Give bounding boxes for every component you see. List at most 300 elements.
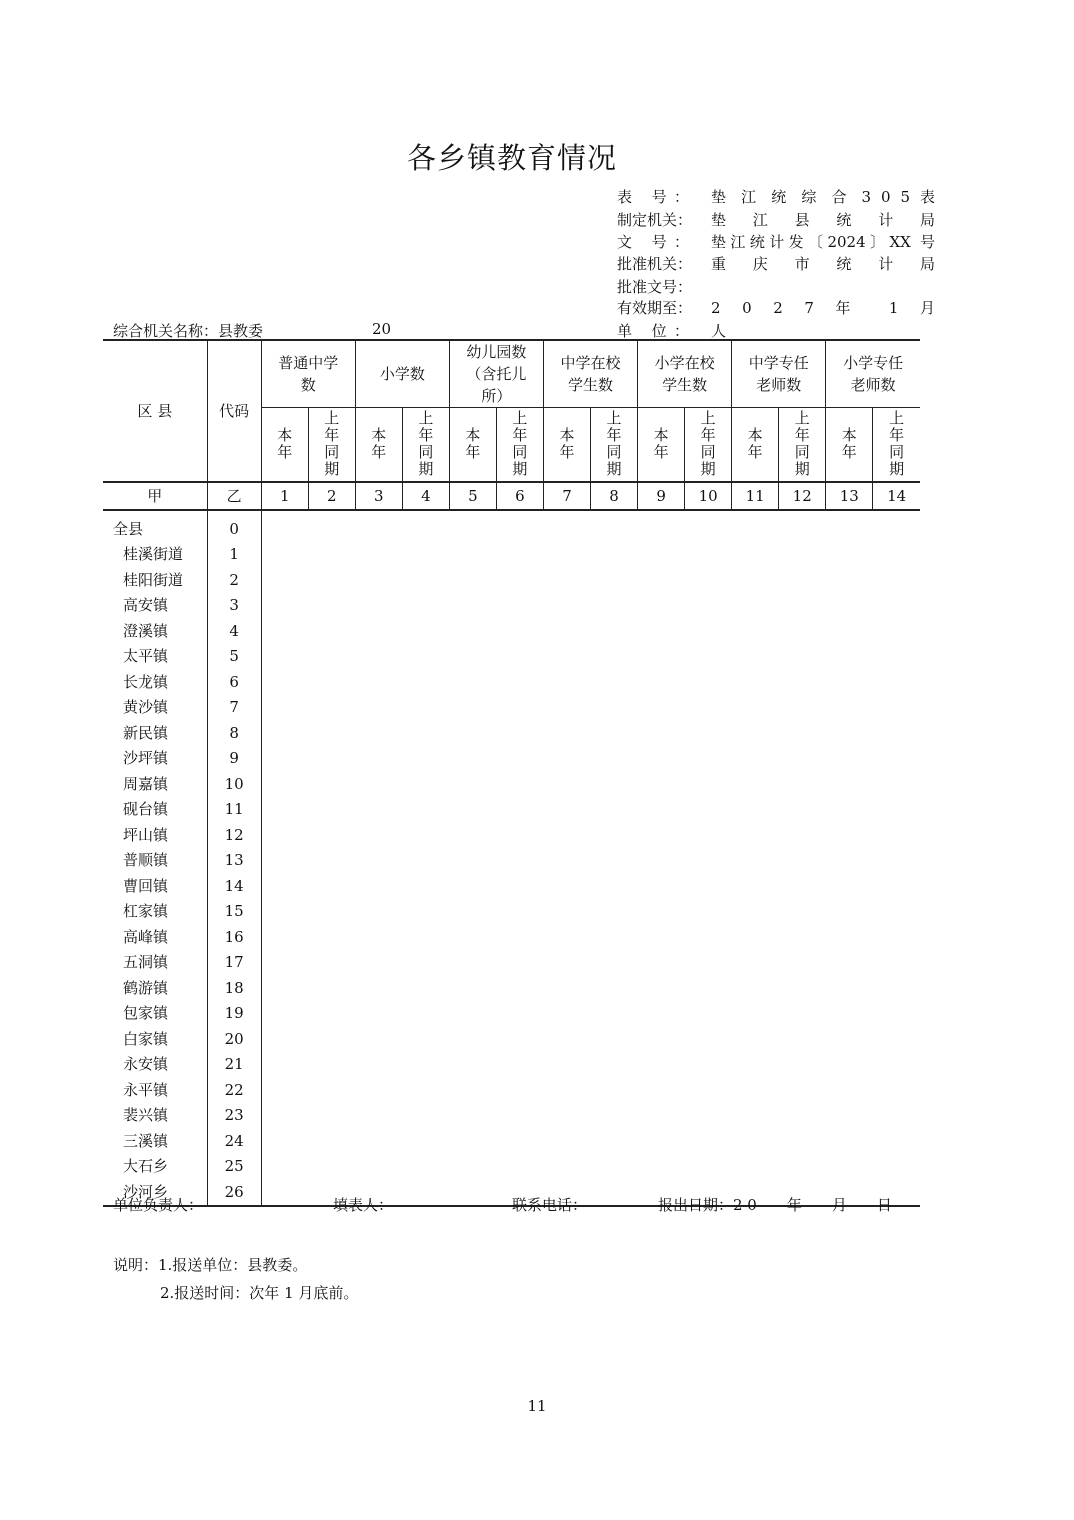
empty-cell[interactable]: [779, 1052, 826, 1078]
empty-cell[interactable]: [685, 568, 732, 594]
empty-cell[interactable]: [449, 1052, 496, 1078]
empty-cell[interactable]: [826, 899, 873, 925]
empty-cell[interactable]: [732, 848, 779, 874]
empty-cell[interactable]: [826, 1078, 873, 1104]
empty-cell[interactable]: [732, 568, 779, 594]
empty-cell[interactable]: [496, 823, 543, 849]
empty-cell[interactable]: [402, 619, 449, 645]
empty-cell[interactable]: [638, 644, 685, 670]
empty-cell[interactable]: [591, 1001, 638, 1027]
empty-cell[interactable]: [826, 644, 873, 670]
empty-cell[interactable]: [685, 1078, 732, 1104]
empty-cell[interactable]: [873, 1129, 920, 1155]
empty-cell[interactable]: [779, 797, 826, 823]
empty-cell[interactable]: [826, 925, 873, 951]
empty-cell[interactable]: [261, 1103, 308, 1129]
empty-cell[interactable]: [355, 542, 402, 568]
empty-cell[interactable]: [591, 695, 638, 721]
empty-cell[interactable]: [826, 1129, 873, 1155]
empty-cell[interactable]: [873, 619, 920, 645]
empty-cell[interactable]: [779, 619, 826, 645]
empty-cell[interactable]: [779, 874, 826, 900]
empty-cell[interactable]: [496, 976, 543, 1002]
empty-cell[interactable]: [638, 797, 685, 823]
empty-cell[interactable]: [779, 542, 826, 568]
empty-cell[interactable]: [591, 1129, 638, 1155]
empty-cell[interactable]: [591, 1078, 638, 1104]
empty-cell[interactable]: [308, 568, 355, 594]
empty-cell[interactable]: [638, 899, 685, 925]
empty-cell[interactable]: [779, 823, 826, 849]
empty-cell[interactable]: [732, 510, 779, 543]
empty-cell[interactable]: [543, 1027, 590, 1053]
empty-cell[interactable]: [779, 925, 826, 951]
empty-cell[interactable]: [873, 1052, 920, 1078]
empty-cell[interactable]: [826, 1103, 873, 1129]
empty-cell[interactable]: [308, 1052, 355, 1078]
empty-cell[interactable]: [355, 568, 402, 594]
empty-cell[interactable]: [308, 695, 355, 721]
empty-cell[interactable]: [449, 510, 496, 543]
empty-cell[interactable]: [308, 1078, 355, 1104]
empty-cell[interactable]: [308, 848, 355, 874]
empty-cell[interactable]: [355, 644, 402, 670]
empty-cell[interactable]: [591, 542, 638, 568]
empty-cell[interactable]: [638, 746, 685, 772]
empty-cell[interactable]: [779, 1154, 826, 1180]
empty-cell[interactable]: [402, 874, 449, 900]
empty-cell[interactable]: [779, 848, 826, 874]
empty-cell[interactable]: [402, 670, 449, 696]
empty-cell[interactable]: [402, 1027, 449, 1053]
empty-cell[interactable]: [826, 874, 873, 900]
empty-cell[interactable]: [543, 925, 590, 951]
empty-cell[interactable]: [873, 1027, 920, 1053]
empty-cell[interactable]: [496, 1129, 543, 1155]
empty-cell[interactable]: [355, 1154, 402, 1180]
empty-cell[interactable]: [591, 1103, 638, 1129]
empty-cell[interactable]: [685, 899, 732, 925]
empty-cell[interactable]: [732, 542, 779, 568]
empty-cell[interactable]: [261, 1129, 308, 1155]
empty-cell[interactable]: [685, 510, 732, 543]
empty-cell[interactable]: [261, 1052, 308, 1078]
empty-cell[interactable]: [779, 670, 826, 696]
empty-cell[interactable]: [826, 772, 873, 798]
empty-cell[interactable]: [402, 510, 449, 543]
empty-cell[interactable]: [496, 510, 543, 543]
empty-cell[interactable]: [543, 848, 590, 874]
empty-cell[interactable]: [496, 925, 543, 951]
empty-cell[interactable]: [261, 1154, 308, 1180]
empty-cell[interactable]: [355, 510, 402, 543]
empty-cell[interactable]: [261, 925, 308, 951]
empty-cell[interactable]: [685, 874, 732, 900]
empty-cell[interactable]: [826, 823, 873, 849]
empty-cell[interactable]: [638, 950, 685, 976]
empty-cell[interactable]: [496, 848, 543, 874]
empty-cell[interactable]: [543, 772, 590, 798]
empty-cell[interactable]: [638, 510, 685, 543]
empty-cell[interactable]: [543, 568, 590, 594]
empty-cell[interactable]: [261, 899, 308, 925]
empty-cell[interactable]: [355, 619, 402, 645]
empty-cell[interactable]: [543, 542, 590, 568]
empty-cell[interactable]: [779, 510, 826, 543]
empty-cell[interactable]: [355, 721, 402, 747]
empty-cell[interactable]: [873, 925, 920, 951]
empty-cell[interactable]: [873, 772, 920, 798]
empty-cell[interactable]: [308, 721, 355, 747]
empty-cell[interactable]: [261, 670, 308, 696]
empty-cell[interactable]: [826, 746, 873, 772]
empty-cell[interactable]: [496, 619, 543, 645]
empty-cell[interactable]: [873, 797, 920, 823]
empty-cell[interactable]: [638, 721, 685, 747]
empty-cell[interactable]: [638, 976, 685, 1002]
empty-cell[interactable]: [496, 797, 543, 823]
empty-cell[interactable]: [543, 619, 590, 645]
empty-cell[interactable]: [732, 1001, 779, 1027]
empty-cell[interactable]: [873, 1154, 920, 1180]
empty-cell[interactable]: [308, 619, 355, 645]
empty-cell[interactable]: [402, 950, 449, 976]
empty-cell[interactable]: [685, 1052, 732, 1078]
empty-cell[interactable]: [685, 542, 732, 568]
empty-cell[interactable]: [402, 644, 449, 670]
empty-cell[interactable]: [873, 848, 920, 874]
empty-cell[interactable]: [543, 1154, 590, 1180]
empty-cell[interactable]: [591, 874, 638, 900]
empty-cell[interactable]: [638, 848, 685, 874]
empty-cell[interactable]: [685, 950, 732, 976]
empty-cell[interactable]: [638, 1154, 685, 1180]
empty-cell[interactable]: [826, 721, 873, 747]
empty-cell[interactable]: [261, 848, 308, 874]
empty-cell[interactable]: [732, 1027, 779, 1053]
empty-cell[interactable]: [402, 721, 449, 747]
empty-cell[interactable]: [732, 721, 779, 747]
empty-cell[interactable]: [308, 950, 355, 976]
empty-cell[interactable]: [355, 1078, 402, 1104]
empty-cell[interactable]: [732, 1078, 779, 1104]
empty-cell[interactable]: [779, 1103, 826, 1129]
empty-cell[interactable]: [355, 1129, 402, 1155]
empty-cell[interactable]: [261, 510, 308, 543]
empty-cell[interactable]: [402, 976, 449, 1002]
empty-cell[interactable]: [308, 899, 355, 925]
empty-cell[interactable]: [873, 670, 920, 696]
empty-cell[interactable]: [308, 1103, 355, 1129]
empty-cell[interactable]: [591, 619, 638, 645]
empty-cell[interactable]: [355, 874, 402, 900]
empty-cell[interactable]: [638, 1052, 685, 1078]
empty-cell[interactable]: [685, 1103, 732, 1129]
empty-cell[interactable]: [826, 1154, 873, 1180]
empty-cell[interactable]: [449, 1154, 496, 1180]
empty-cell[interactable]: [779, 746, 826, 772]
empty-cell[interactable]: [826, 797, 873, 823]
empty-cell[interactable]: [449, 874, 496, 900]
empty-cell[interactable]: [732, 899, 779, 925]
empty-cell[interactable]: [308, 1154, 355, 1180]
empty-cell[interactable]: [638, 823, 685, 849]
empty-cell[interactable]: [449, 542, 496, 568]
empty-cell[interactable]: [543, 1078, 590, 1104]
empty-cell[interactable]: [449, 746, 496, 772]
empty-cell[interactable]: [779, 899, 826, 925]
empty-cell[interactable]: [638, 568, 685, 594]
empty-cell[interactable]: [449, 950, 496, 976]
empty-cell[interactable]: [402, 823, 449, 849]
empty-cell[interactable]: [402, 593, 449, 619]
empty-cell[interactable]: [496, 1078, 543, 1104]
empty-cell[interactable]: [261, 746, 308, 772]
empty-cell[interactable]: [308, 925, 355, 951]
empty-cell[interactable]: [308, 746, 355, 772]
empty-cell[interactable]: [779, 1129, 826, 1155]
empty-cell[interactable]: [543, 644, 590, 670]
empty-cell[interactable]: [826, 848, 873, 874]
empty-cell[interactable]: [496, 1103, 543, 1129]
empty-cell[interactable]: [685, 1027, 732, 1053]
empty-cell[interactable]: [638, 542, 685, 568]
empty-cell[interactable]: [355, 1103, 402, 1129]
empty-cell[interactable]: [355, 746, 402, 772]
empty-cell[interactable]: [402, 899, 449, 925]
empty-cell[interactable]: [826, 593, 873, 619]
empty-cell[interactable]: [638, 925, 685, 951]
empty-cell[interactable]: [685, 746, 732, 772]
empty-cell[interactable]: [402, 1129, 449, 1155]
empty-cell[interactable]: [685, 797, 732, 823]
empty-cell[interactable]: [496, 568, 543, 594]
empty-cell[interactable]: [826, 542, 873, 568]
empty-cell[interactable]: [685, 644, 732, 670]
empty-cell[interactable]: [355, 695, 402, 721]
empty-cell[interactable]: [449, 695, 496, 721]
empty-cell[interactable]: [355, 670, 402, 696]
empty-cell[interactable]: [826, 695, 873, 721]
empty-cell[interactable]: [638, 619, 685, 645]
empty-cell[interactable]: [496, 1052, 543, 1078]
empty-cell[interactable]: [496, 1001, 543, 1027]
empty-cell[interactable]: [591, 899, 638, 925]
empty-cell[interactable]: [685, 1001, 732, 1027]
empty-cell[interactable]: [685, 1129, 732, 1155]
empty-cell[interactable]: [496, 1154, 543, 1180]
empty-cell[interactable]: [732, 925, 779, 951]
empty-cell[interactable]: [355, 976, 402, 1002]
empty-cell[interactable]: [873, 823, 920, 849]
empty-cell[interactable]: [732, 874, 779, 900]
empty-cell[interactable]: [496, 670, 543, 696]
empty-cell[interactable]: [732, 670, 779, 696]
empty-cell[interactable]: [732, 797, 779, 823]
empty-cell[interactable]: [591, 925, 638, 951]
empty-cell[interactable]: [591, 593, 638, 619]
empty-cell[interactable]: [591, 746, 638, 772]
empty-cell[interactable]: [496, 899, 543, 925]
empty-cell[interactable]: [685, 823, 732, 849]
empty-cell[interactable]: [261, 1001, 308, 1027]
empty-cell[interactable]: [449, 1103, 496, 1129]
empty-cell[interactable]: [591, 644, 638, 670]
empty-cell[interactable]: [638, 1001, 685, 1027]
empty-cell[interactable]: [308, 1027, 355, 1053]
empty-cell[interactable]: [402, 772, 449, 798]
empty-cell[interactable]: [732, 1052, 779, 1078]
empty-cell[interactable]: [308, 1001, 355, 1027]
empty-cell[interactable]: [873, 1001, 920, 1027]
empty-cell[interactable]: [355, 1052, 402, 1078]
empty-cell[interactable]: [261, 721, 308, 747]
empty-cell[interactable]: [402, 1052, 449, 1078]
empty-cell[interactable]: [591, 1027, 638, 1053]
empty-cell[interactable]: [449, 721, 496, 747]
empty-cell[interactable]: [685, 925, 732, 951]
empty-cell[interactable]: [779, 593, 826, 619]
empty-cell[interactable]: [873, 510, 920, 543]
empty-cell[interactable]: [779, 772, 826, 798]
empty-cell[interactable]: [732, 746, 779, 772]
empty-cell[interactable]: [873, 721, 920, 747]
empty-cell[interactable]: [261, 772, 308, 798]
empty-cell[interactable]: [308, 797, 355, 823]
empty-cell[interactable]: [591, 568, 638, 594]
empty-cell[interactable]: [449, 1027, 496, 1053]
empty-cell[interactable]: [685, 848, 732, 874]
empty-cell[interactable]: [826, 950, 873, 976]
empty-cell[interactable]: [496, 695, 543, 721]
empty-cell[interactable]: [308, 772, 355, 798]
empty-cell[interactable]: [355, 1027, 402, 1053]
empty-cell[interactable]: [779, 950, 826, 976]
empty-cell[interactable]: [496, 542, 543, 568]
empty-cell[interactable]: [355, 1001, 402, 1027]
empty-cell[interactable]: [449, 568, 496, 594]
empty-cell[interactable]: [261, 1027, 308, 1053]
empty-cell[interactable]: [261, 542, 308, 568]
empty-cell[interactable]: [308, 510, 355, 543]
empty-cell[interactable]: [543, 823, 590, 849]
empty-cell[interactable]: [873, 695, 920, 721]
empty-cell[interactable]: [496, 1027, 543, 1053]
empty-cell[interactable]: [355, 950, 402, 976]
empty-cell[interactable]: [308, 644, 355, 670]
empty-cell[interactable]: [685, 593, 732, 619]
empty-cell[interactable]: [732, 772, 779, 798]
empty-cell[interactable]: [402, 1078, 449, 1104]
empty-cell[interactable]: [826, 670, 873, 696]
empty-cell[interactable]: [449, 1078, 496, 1104]
empty-cell[interactable]: [496, 746, 543, 772]
empty-cell[interactable]: [355, 925, 402, 951]
empty-cell[interactable]: [826, 1052, 873, 1078]
empty-cell[interactable]: [402, 925, 449, 951]
empty-cell[interactable]: [496, 772, 543, 798]
empty-cell[interactable]: [496, 950, 543, 976]
empty-cell[interactable]: [402, 1103, 449, 1129]
empty-cell[interactable]: [543, 721, 590, 747]
empty-cell[interactable]: [779, 644, 826, 670]
empty-cell[interactable]: [449, 848, 496, 874]
empty-cell[interactable]: [261, 695, 308, 721]
empty-cell[interactable]: [732, 644, 779, 670]
empty-cell[interactable]: [638, 670, 685, 696]
empty-cell[interactable]: [355, 797, 402, 823]
empty-cell[interactable]: [685, 1154, 732, 1180]
empty-cell[interactable]: [449, 925, 496, 951]
empty-cell[interactable]: [449, 619, 496, 645]
empty-cell[interactable]: [402, 695, 449, 721]
empty-cell[interactable]: [873, 950, 920, 976]
empty-cell[interactable]: [543, 695, 590, 721]
empty-cell[interactable]: [732, 823, 779, 849]
empty-cell[interactable]: [732, 1103, 779, 1129]
empty-cell[interactable]: [543, 1103, 590, 1129]
empty-cell[interactable]: [261, 976, 308, 1002]
empty-cell[interactable]: [685, 695, 732, 721]
empty-cell[interactable]: [826, 976, 873, 1002]
empty-cell[interactable]: [261, 619, 308, 645]
empty-cell[interactable]: [591, 823, 638, 849]
empty-cell[interactable]: [402, 1001, 449, 1027]
empty-cell[interactable]: [449, 899, 496, 925]
empty-cell[interactable]: [873, 1103, 920, 1129]
empty-cell[interactable]: [732, 1154, 779, 1180]
empty-cell[interactable]: [543, 797, 590, 823]
empty-cell[interactable]: [308, 542, 355, 568]
empty-cell[interactable]: [543, 950, 590, 976]
empty-cell[interactable]: [496, 721, 543, 747]
empty-cell[interactable]: [496, 644, 543, 670]
empty-cell[interactable]: [308, 823, 355, 849]
empty-cell[interactable]: [355, 823, 402, 849]
empty-cell[interactable]: [543, 1129, 590, 1155]
empty-cell[interactable]: [402, 797, 449, 823]
empty-cell[interactable]: [402, 848, 449, 874]
empty-cell[interactable]: [308, 670, 355, 696]
empty-cell[interactable]: [873, 874, 920, 900]
empty-cell[interactable]: [732, 950, 779, 976]
empty-cell[interactable]: [732, 695, 779, 721]
empty-cell[interactable]: [543, 874, 590, 900]
empty-cell[interactable]: [638, 1129, 685, 1155]
empty-cell[interactable]: [591, 510, 638, 543]
empty-cell[interactable]: [638, 1078, 685, 1104]
empty-cell[interactable]: [449, 1129, 496, 1155]
empty-cell[interactable]: [591, 1052, 638, 1078]
empty-cell[interactable]: [826, 510, 873, 543]
empty-cell[interactable]: [449, 797, 496, 823]
empty-cell[interactable]: [355, 899, 402, 925]
empty-cell[interactable]: [732, 619, 779, 645]
empty-cell[interactable]: [638, 593, 685, 619]
empty-cell[interactable]: [591, 721, 638, 747]
empty-cell[interactable]: [732, 976, 779, 1002]
empty-cell[interactable]: [261, 950, 308, 976]
empty-cell[interactable]: [402, 568, 449, 594]
empty-cell[interactable]: [308, 976, 355, 1002]
empty-cell[interactable]: [591, 950, 638, 976]
empty-cell[interactable]: [355, 848, 402, 874]
empty-cell[interactable]: [873, 542, 920, 568]
empty-cell[interactable]: [261, 874, 308, 900]
empty-cell[interactable]: [543, 899, 590, 925]
empty-cell[interactable]: [826, 619, 873, 645]
empty-cell[interactable]: [402, 542, 449, 568]
